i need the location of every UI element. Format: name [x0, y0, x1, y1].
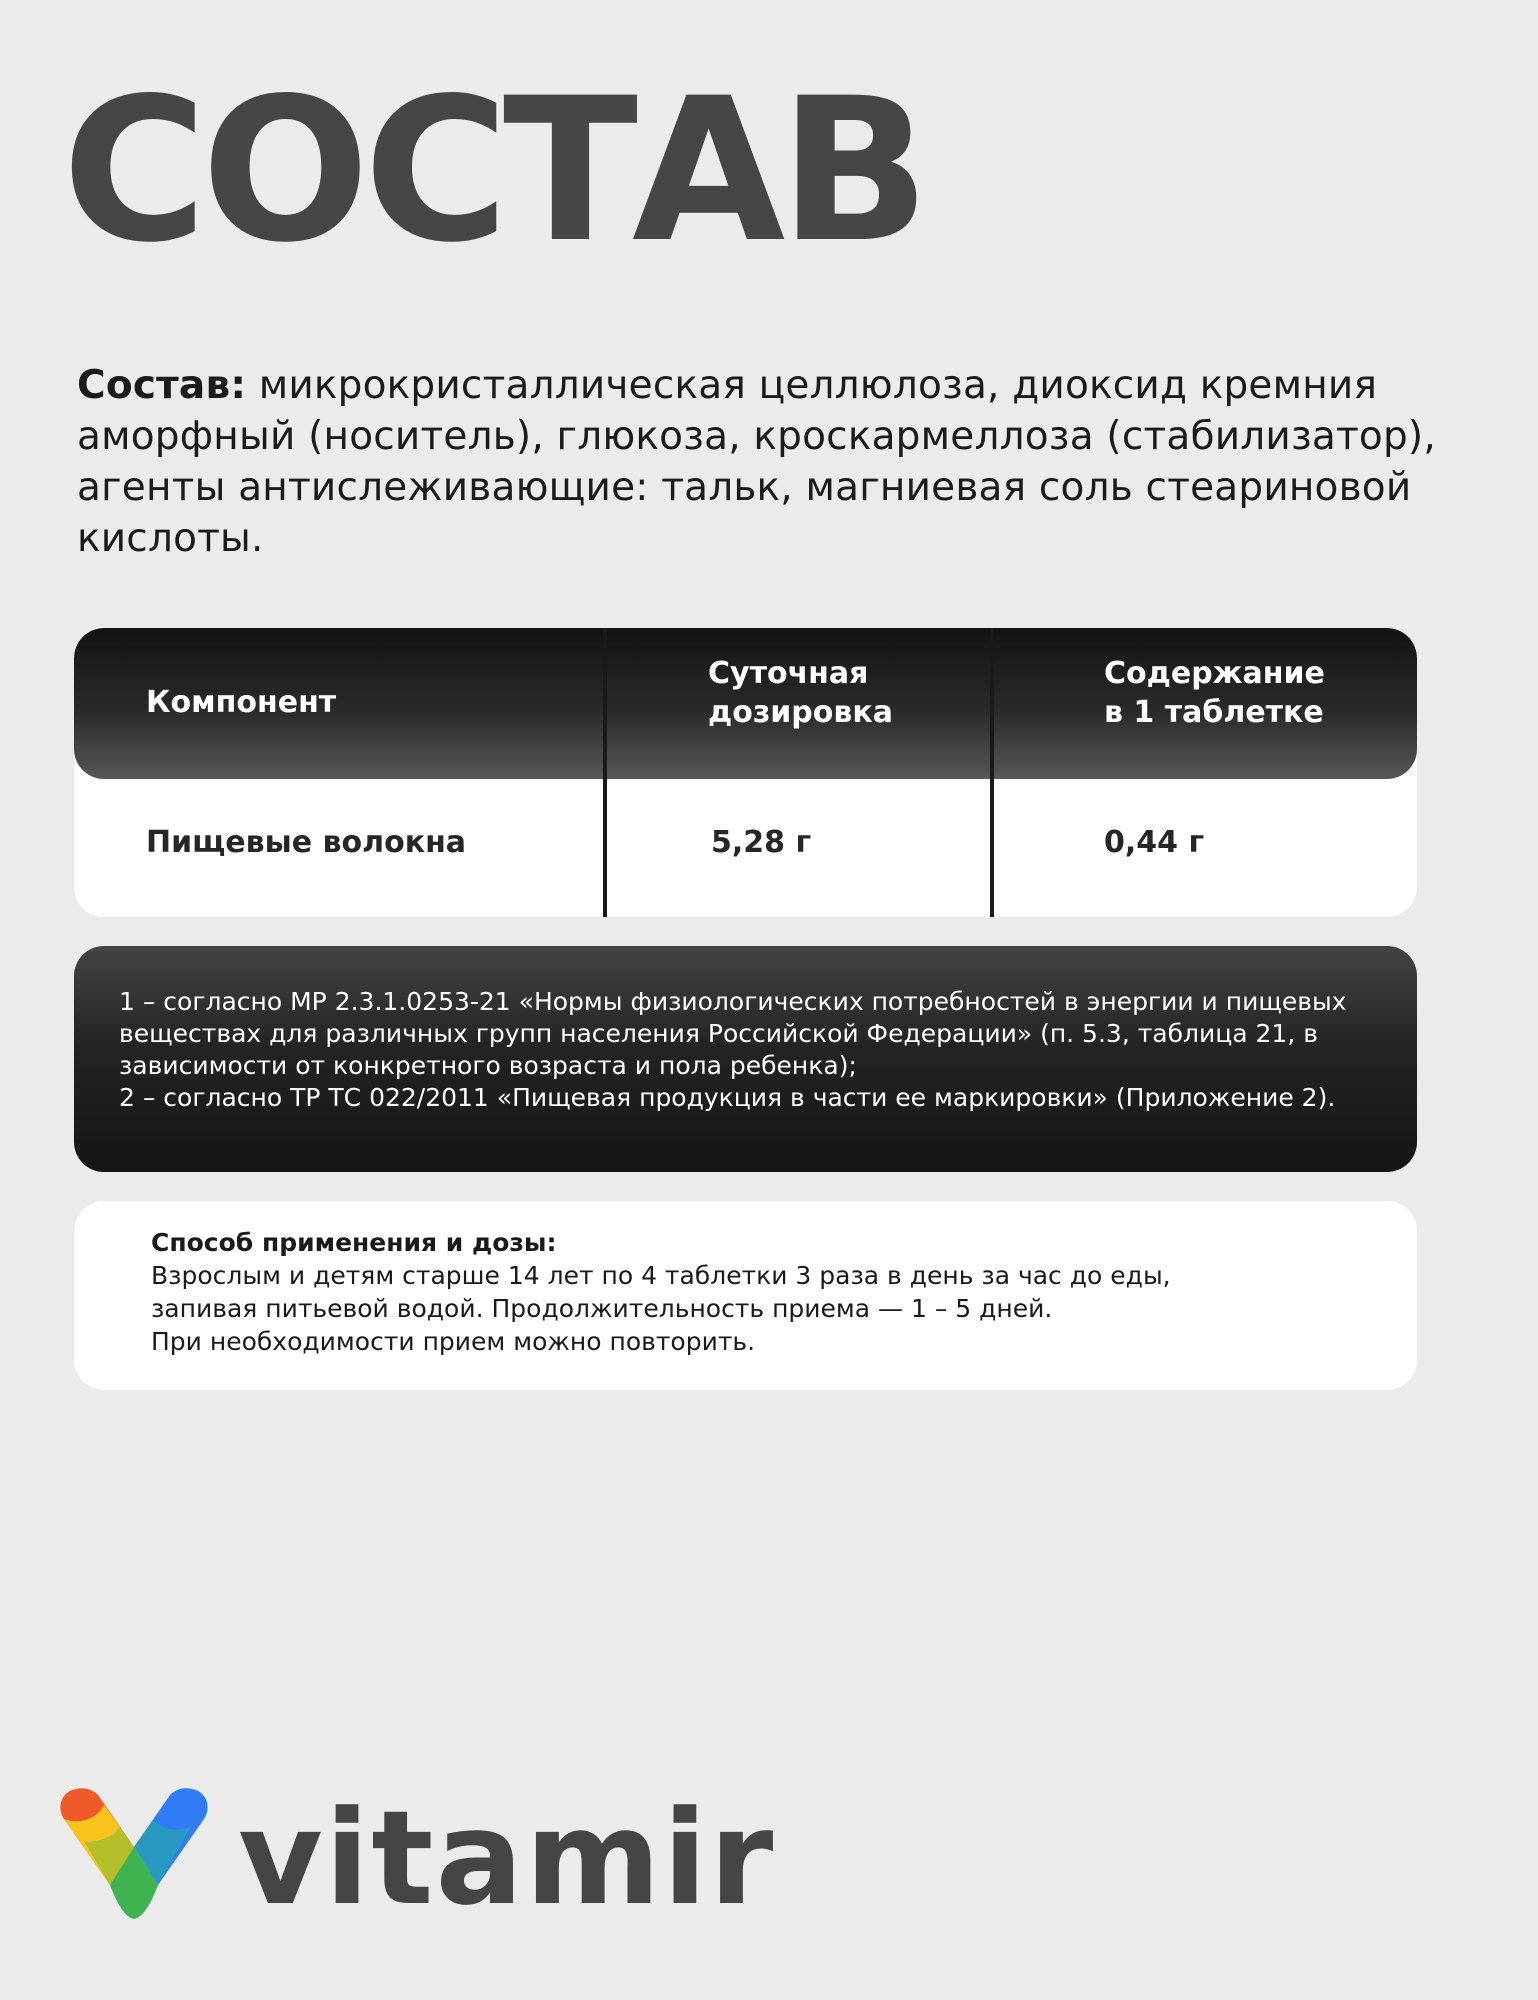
usage-card	[74, 1201, 1417, 1390]
table-row-component: Пищевые волокна	[146, 825, 467, 860]
usage-line: При необходимости прием можно повторить.	[151, 1327, 756, 1356]
usage-title: Способ применения и дозы:	[151, 1228, 557, 1257]
header-per-tablet	[1104, 654, 1325, 732]
header-tablet-line1: Содержание	[1104, 656, 1325, 691]
header-tablet-line2: в 1 таблетке	[1104, 695, 1324, 730]
column-divider	[603, 628, 607, 917]
footnote-line: зависимости от конкретного возраста и пола ребенка);	[119, 1051, 857, 1080]
composition-paragraph	[77, 360, 1497, 564]
brand-name: vitamir	[238, 1782, 776, 1934]
footnote-line: 1 – согласно МР 2.3.1.0253-21 «Нормы физиологических потребностей в энергии и пищевых	[119, 987, 1347, 1016]
composition-label: Состав:	[77, 363, 247, 408]
table-row-per-tablet: 0,44 г	[1104, 825, 1205, 860]
header-daily-line1: Суточная	[708, 656, 869, 691]
header-component-label: Компонент	[146, 685, 337, 720]
header-daily-dose	[708, 654, 893, 732]
vitamir-v-logo-icon	[58, 1785, 210, 1925]
footnote-line: веществах для различных групп населения Российской Федерации» (п. 5.3, таблица 21, в	[119, 1019, 1318, 1048]
header-daily-line2: дозировка	[708, 695, 893, 730]
usage-line: запивая питьевой водой. Продолжительность приема — 1 – 5 дней.	[151, 1294, 1053, 1323]
nutrient-table	[74, 628, 1417, 917]
footnotes-card	[74, 946, 1417, 1172]
composition-text: микрокристаллическая целлюлоза, диоксид кремния аморфный (носитель), глюкоза, кроскармеллоза (стабилизатор), агенты антислеживающие: тальк, магниевая соль стеариновой кислоты.	[77, 363, 1436, 561]
header-component	[146, 683, 336, 722]
footnote-line: 2 – согласно ТР ТС 022/2011 «Пищевая продукция в части ее маркировки» (Приложение 2).	[119, 1083, 1336, 1112]
column-divider	[990, 628, 994, 917]
page-title: СОСТАВ	[62, 55, 925, 286]
brand-logo	[58, 1782, 776, 1935]
table-row-daily-dose: 5,28 г	[711, 825, 812, 860]
usage-line: Взрослым и детям старше 14 лет по 4 таблетки 3 раза в день за час до еды,	[151, 1261, 1171, 1290]
